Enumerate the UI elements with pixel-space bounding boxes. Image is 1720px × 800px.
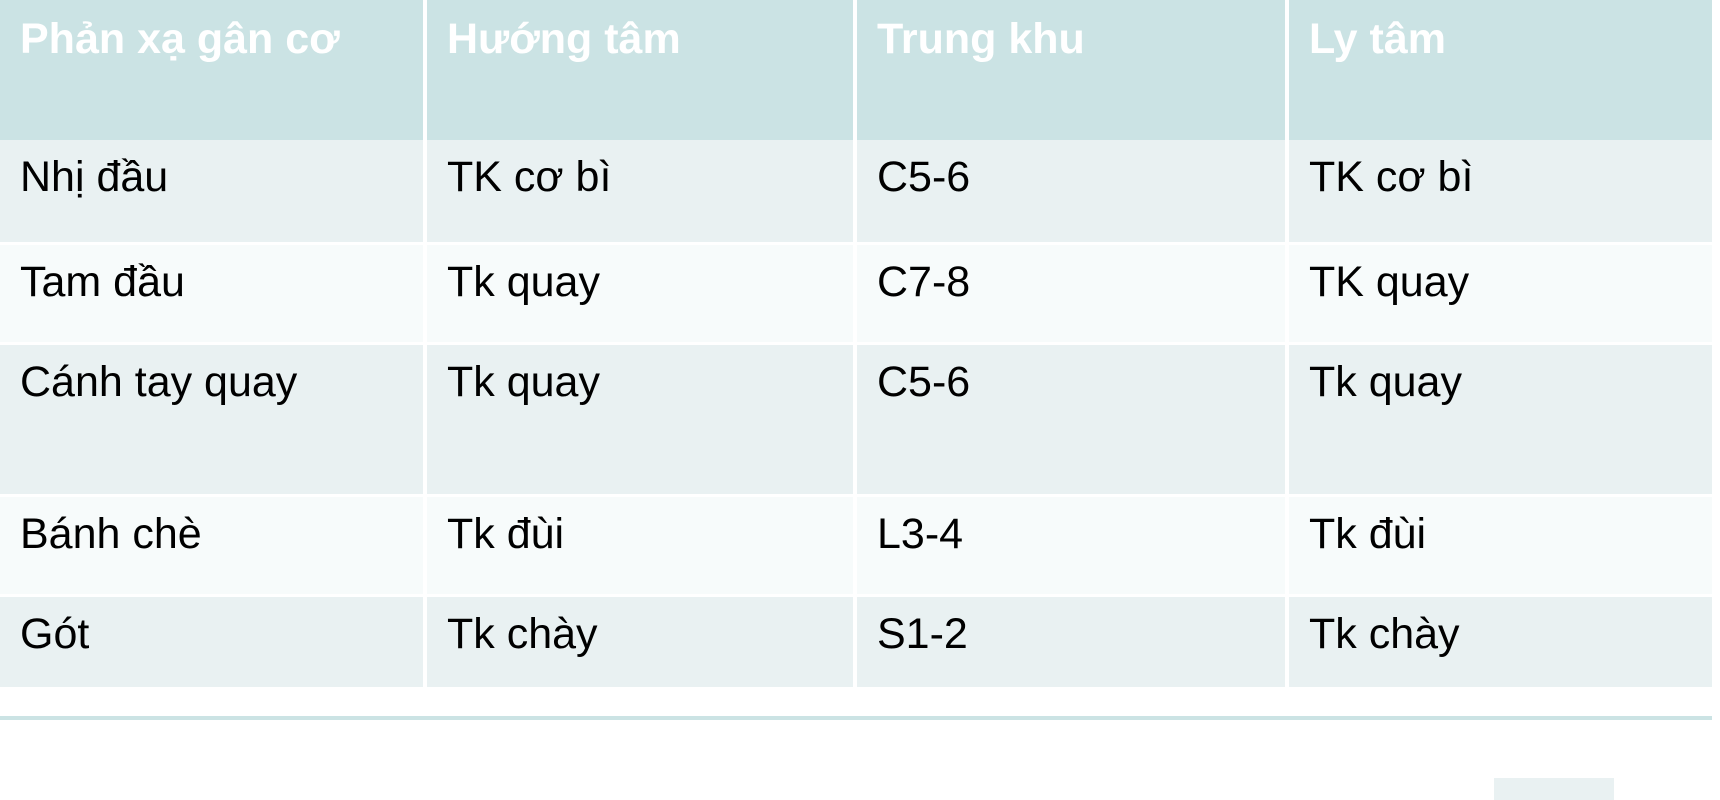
table-row bbox=[0, 595, 1712, 688]
cell-afferent: Tk quay bbox=[425, 343, 855, 495]
cell-efferent: Tk chày bbox=[1287, 595, 1712, 688]
column-header-afferent: Hướng tâm bbox=[425, 0, 855, 140]
cell-reflex: Nhị đầu bbox=[0, 140, 425, 243]
cell-efferent: TK cơ bì bbox=[1287, 140, 1712, 243]
cell-reflex: Tam đầu bbox=[0, 243, 425, 343]
cell-afferent: Tk quay bbox=[425, 243, 855, 343]
cell-efferent: TK quay bbox=[1287, 243, 1712, 343]
cell-reflex: Gót bbox=[0, 595, 425, 688]
cell-afferent: TK cơ bì bbox=[425, 140, 855, 243]
cell-efferent: Tk đùi bbox=[1287, 495, 1712, 595]
cell-center: C5-6 bbox=[855, 343, 1287, 495]
cell-center: C7-8 bbox=[855, 243, 1287, 343]
column-header-center: Trung khu bbox=[855, 0, 1287, 140]
table-row bbox=[0, 343, 1712, 495]
table-row bbox=[0, 495, 1712, 595]
cell-afferent: Tk chày bbox=[425, 595, 855, 688]
column-header-reflex: Phản xạ gân cơ bbox=[0, 0, 425, 140]
cell-reflex: Cánh tay quay bbox=[0, 343, 425, 495]
table-header-row bbox=[0, 0, 1712, 140]
cell-reflex: Bánh chè bbox=[0, 495, 425, 595]
cell-center: S1-2 bbox=[855, 595, 1287, 688]
cell-center: C5-6 bbox=[855, 140, 1287, 243]
column-header-efferent: Ly tâm bbox=[1287, 0, 1712, 140]
table-row bbox=[0, 140, 1712, 243]
table-corner-fragment bbox=[1494, 775, 1614, 800]
cell-afferent: Tk đùi bbox=[425, 495, 855, 595]
cell-center: L3-4 bbox=[855, 495, 1287, 595]
cell-efferent: Tk quay bbox=[1287, 343, 1712, 495]
table-row bbox=[0, 243, 1712, 343]
table-bottom-border bbox=[0, 716, 1712, 720]
